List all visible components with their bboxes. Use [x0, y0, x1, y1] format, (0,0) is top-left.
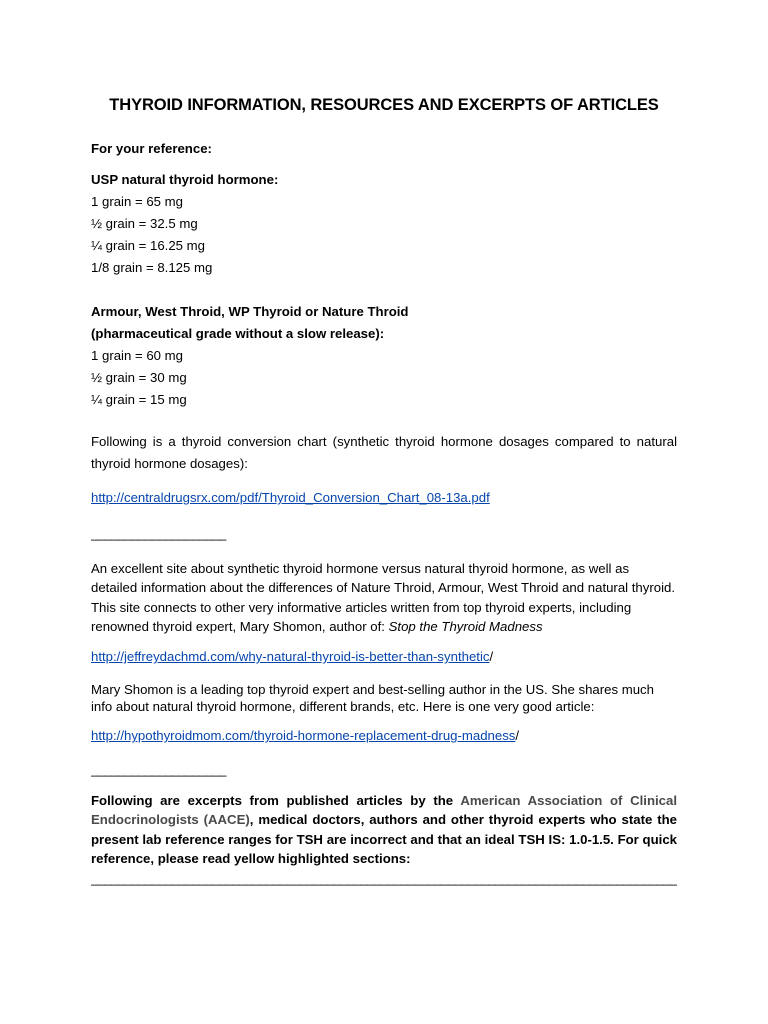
armour-subheading: (pharmaceutical grade without a slow release): — [91, 326, 385, 341]
usp-line: 1 grain = 65 mg — [91, 194, 184, 209]
site-paragraph-text: An excellent site about synthetic thyroid hormone versus natural thyroid hormone, as well as detailed information about the differences of Nature Throid, Armour, West Throid and natural thyroid. This site connects to other very informative articles written from top thyroid experts, including renowned thyroid expert, Mary Shomon, author of: — [91, 561, 676, 634]
excerpt-suffix: , medical doctors, authors and other thyroid experts who state the present lab reference ranges for TSH are incorrect and that an ideal TSH IS: 1.0-1.5. For quick reference, please read yellow highlighted sections: — [91, 812, 677, 867]
usp-line: ½ grain = 32.5 mg — [91, 216, 198, 231]
armour-line: ¼ grain = 15 mg — [91, 392, 187, 407]
conversion-chart-link[interactable]: http://centraldrugsrx.com/pdf/Thyroid_Conversion_Chart_08-13a.pdf — [91, 490, 490, 505]
jeffrey-dach-link[interactable]: http://jeffreydachmd.com/why-natural-thyroid-is-better-than-synthetic — [91, 649, 490, 665]
conversion-link-row — [91, 487, 677, 509]
usp-line: 1/8 grain = 8.125 mg — [91, 260, 213, 275]
section-divider-2: ____________________ — [91, 762, 226, 778]
site-paragraph — [91, 559, 677, 636]
jeffrey-link-row — [91, 646, 677, 668]
hypo-link-row — [91, 725, 677, 747]
excerpt-prefix: Following are excerpts from published articles by the — [91, 793, 461, 809]
book-title: Stop the Thyroid Madness — [388, 618, 543, 634]
hypo-link-suffix: / — [515, 728, 520, 744]
shomon-paragraph: Mary Shomon is a leading top thyroid expert and best-selling author in the US. She shares much info about natural thyroid hormone, different brands, etc. Here is one very good article: — [91, 682, 654, 714]
aace-name: American Association of Clinical Endocrinologists (AACE) — [91, 793, 678, 828]
armour-heading: Armour, West Throid, WP Thyroid or Nature Throid — [91, 304, 409, 319]
hypothyroid-mom-link[interactable]: http://hypothyroidmom.com/thyroid-hormone-replacement-drug-madness — [91, 728, 516, 744]
conversion-intro: Following is a thyroid conversion chart (synthetic thyroid hormone dosages compared to natural thyroid hormone dosages): — [91, 434, 677, 471]
usp-line: ¼ grain = 16.25 mg — [91, 238, 205, 253]
document-title: THYROID INFORMATION, RESOURCES AND EXCERPTS OF ARTICLES — [109, 96, 659, 114]
armour-section — [91, 301, 677, 411]
usp-section — [91, 169, 677, 279]
excerpt-paragraph — [91, 791, 677, 868]
usp-heading: USP natural thyroid hormone: — [91, 172, 279, 187]
reference-label: For your reference: — [91, 141, 212, 156]
section-divider: ____________________ — [91, 526, 226, 541]
armour-line: 1 grain = 60 mg — [91, 348, 184, 363]
jeffrey-link-suffix: / — [489, 649, 494, 665]
long-divider: _______________________________________________________________________________________ — [91, 871, 677, 887]
armour-line: ½ grain = 30 mg — [91, 370, 187, 385]
